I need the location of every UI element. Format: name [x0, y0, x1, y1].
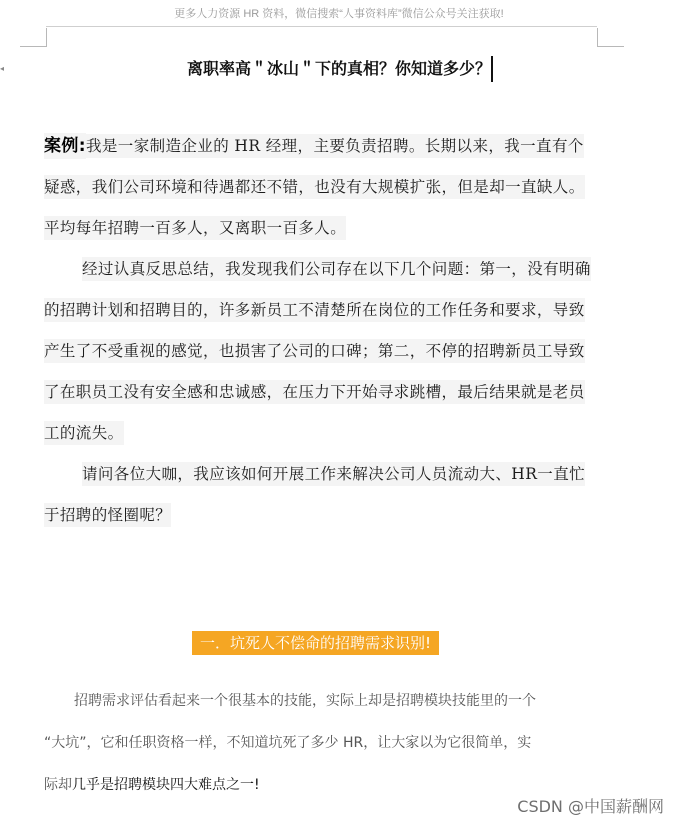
- case-block: [44, 126, 599, 536]
- case-text-1: 我是一家制造企业的 HR 经理，主要负责招聘。长期以来，我一直有个疑惑，我们公司环境和待遇都还不错，也没有大规模扩张，但是却一直缺人。平均每年招聘一百多人，又离职一百多人。: [44, 134, 585, 240]
- margin-arrow-icon: ◂: [0, 64, 5, 73]
- document-title: 离职率高＂冰山＂下的真相？你知道多少？: [186, 59, 491, 78]
- case-paragraph-3: [44, 454, 599, 536]
- header-rule: [46, 26, 597, 27]
- watermark: CSDN @中国薪酬网: [517, 797, 664, 816]
- case-text-3: 请问各位大咖，我应该如何开展工作来解决公司人员流动大、HR一直忙于招聘的怪圈呢？: [44, 462, 585, 527]
- page-corner-mark-right: [597, 28, 624, 47]
- section-line-3: 际却几乎是招聘模块四大难点之一!: [44, 777, 260, 793]
- case-paragraph-2: [44, 249, 599, 454]
- section-line-2: “大坑”，它和任职资格一样，不知道坑死了多少 HR，让大家以为它很简单，实: [44, 735, 532, 751]
- section-heading: 一．坑死人不偿命的招聘需求识别!: [192, 631, 439, 655]
- text-cursor: [491, 56, 493, 82]
- page-corner-mark-left: [20, 28, 47, 47]
- case-text-2: 经过认真反思总结，我发现我们公司存在以下几个问题：第一，没有明确的招聘计划和招聘目的，许多新员工不清楚所在岗位的工作任务和要求，导致产生了不受重视的感觉，也损害了公司的口碑；第二，不停的招聘新员工导致了在职员工没有安全感和忠诚感，在压力下开始寻求跳槽，最后结果就是老员工的流失。: [44, 257, 591, 445]
- case-label: 案例:: [44, 133, 86, 159]
- case-paragraph-1: [44, 126, 599, 249]
- header-promo: 更多人力资源 HR 资料，微信搜索“人事资料库”微信公众号关注获取!: [174, 8, 504, 20]
- section-body: [44, 680, 604, 806]
- section-line-1: 招聘需求评估看起来一个很基本的技能，实际上却是招聘模块技能里的一个: [74, 693, 536, 709]
- section-emphasis: 几乎是招聘模块四大难点之一!: [72, 777, 260, 793]
